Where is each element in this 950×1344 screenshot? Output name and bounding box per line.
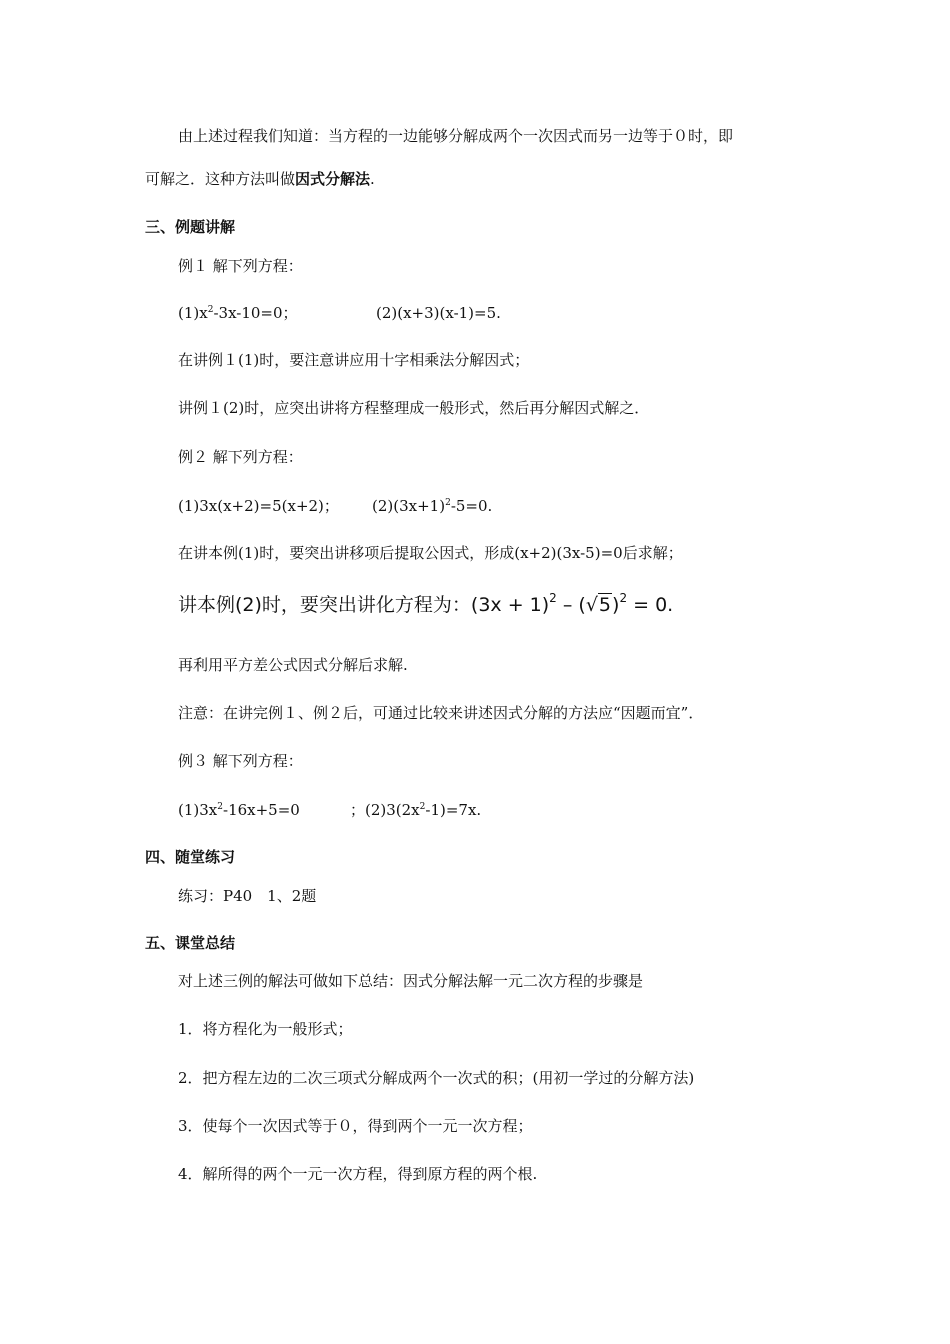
example3-equation2 — [350, 800, 481, 820]
example1-equation1 — [178, 303, 298, 323]
teaching-note-2: 讲例１(2)时，应突出讲将方程整理成一般形式，然后再分解因式解之． — [178, 399, 650, 417]
intro-paragraph-line2 — [145, 169, 375, 189]
exponent: 2 — [619, 591, 628, 605]
example3-equation1 — [178, 800, 300, 820]
formula-part: – ( — [556, 594, 586, 616]
example2-title: 例２ 解下列方程： — [178, 448, 303, 466]
eq-part: (1)3x — [178, 801, 218, 819]
exponent: 2 — [445, 498, 451, 508]
intro-paragraph-line1: 由上述过程我们知道：当方程的一边能够分解成两个一次因式而另一边等于０时，即 — [178, 127, 734, 145]
teaching-note-5: 再利用平方差公式因式分解后求解. — [178, 656, 408, 674]
example3-title: 例３ 解下列方程： — [178, 752, 303, 770]
eq-part: ；(2)3(2x — [350, 801, 420, 819]
summary-intro: 对上述三例的解法可做如下总结：因式分解法解一元二次方程的步骤是 — [178, 972, 644, 990]
exponent: 2 — [207, 305, 214, 315]
exponent: 2 — [419, 802, 426, 812]
example2-equation2 — [372, 496, 492, 516]
summary-step: 3．使每个一次因式等于０，得到两个一元一次方程； — [178, 1117, 533, 1135]
formula-part: ) — [612, 594, 620, 616]
teaching-note-3: 在讲本例(1)时，要突出讲移项后提取公因式，形成(x+2)(3x-5)=0后求解； — [178, 544, 683, 562]
period: . — [370, 170, 375, 188]
eq-part: (2)(3x+1) — [372, 497, 446, 515]
eq-part: (1)x — [178, 304, 208, 322]
practice-assignment: 练习：P40 1、2题 — [178, 887, 317, 905]
eq-part: -3x-10=0； — [213, 304, 298, 322]
formula-part: (3x + 1) — [470, 594, 550, 616]
method-name: 因式分解法 — [295, 170, 371, 188]
eq-part: -5=0. — [450, 497, 493, 515]
intro-text: 可解之．这种方法叫做 — [145, 170, 296, 188]
section-heading-examples: 三、例题讲解 — [145, 218, 236, 236]
example2-equation1: (1)3x(x+2)=5(x+2)； — [178, 497, 339, 515]
summary-step: 2．把方程左边的二次三项式分解成两个一次式的积；(用初一学过的分解方法) — [178, 1069, 695, 1087]
section-heading-summary: 五、课堂总结 — [145, 934, 236, 952]
sqrt — [586, 592, 612, 618]
summary-step: 4．解所得的两个一元一次方程，得到原方程的两个根. — [178, 1165, 538, 1183]
formula-part: = 0. — [627, 594, 674, 616]
exponent: 2 — [217, 802, 223, 812]
section-heading-practice: 四、随堂练习 — [145, 848, 236, 866]
exponent: 2 — [549, 591, 557, 605]
summary-step: 1．将方程化为一般形式； — [178, 1020, 353, 1038]
formula — [470, 591, 674, 616]
example1-equation2: (2)(x+3)(x-1)=5. — [376, 304, 501, 322]
example1-title: 例１ 解下列方程： — [178, 257, 303, 275]
eq-part: -1)=7x. — [425, 801, 482, 819]
teaching-note-4 — [178, 592, 673, 618]
sqrt-sign-icon: √ — [585, 594, 598, 616]
note4-text: 讲本例(2)时，要突出讲化方程为： — [178, 594, 471, 616]
radicand: 5 — [598, 594, 612, 616]
teaching-note-6: 注意：在讲完例１、例２后，可通过比较来讲述因式分解的方法应“因题而宜”． — [178, 704, 704, 722]
eq-part: -16x+5=0 — [223, 801, 300, 819]
teaching-note-1: 在讲例１(1)时，要注意讲应用十字相乘法分解因式； — [178, 351, 530, 369]
